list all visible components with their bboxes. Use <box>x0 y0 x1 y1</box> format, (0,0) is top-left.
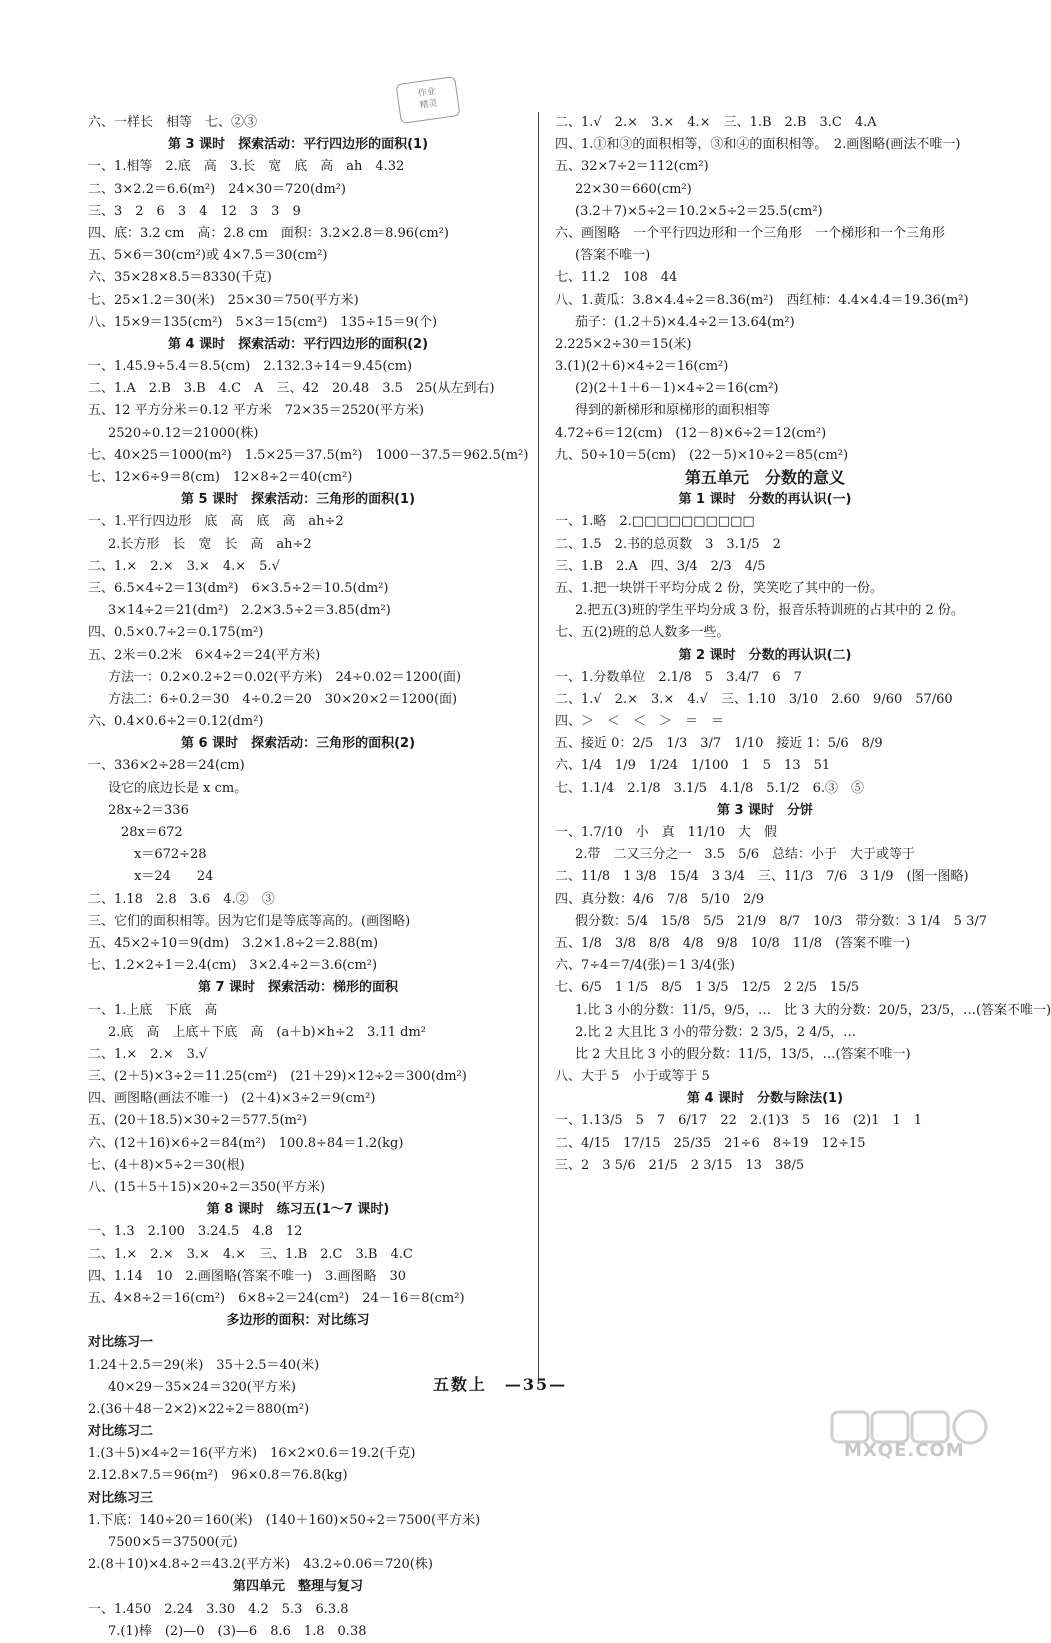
answer-line: 五、32×7÷2＝112(cm²) <box>555 159 709 175</box>
answer-line: 假分数：5/4 15/8 5/5 21/9 8/7 10/3 带分数：3 1/4 5 3/7 <box>575 913 987 929</box>
answer-line: 1.比 3 小的分数：11/5，9/5，… 比 3 大的分数：20/5，23/5，…(答案不唯一) <box>575 1002 1051 1018</box>
answer-line: 二、1.√ 2.× 3.× 4.√ 三、1.10 3/10 2.60 9/60 57/60 <box>555 691 953 707</box>
answer-line: 五、4×8÷2＝16(cm²) 6×8÷2＝24(cm²) 24－16＝8(cm²) <box>88 1290 465 1306</box>
answer-line: 六、画图略 一个平行四边形和一个三角形 一个梯形和一个三角形 <box>555 225 946 241</box>
answer-line: 方法二：6÷0.2＝30 4÷0.2＝20 30×20×2＝1200(面) <box>108 691 458 707</box>
answer-line: 三、6.5×4÷2＝13(dm²) 6×3.5÷2＝10.5(dm²) <box>88 580 389 596</box>
answer-line: 3×14÷2＝21(dm²) 2.2×3.5÷2＝3.85(dm²) <box>108 603 391 619</box>
answer-line: 茄子：(1.2＋5)×4.4÷2＝13.64(m²) <box>575 314 795 330</box>
answer-line: 2.把五(3)班的学生平均分成 3 份，报音乐特训班的占其中的 2 份。 <box>575 603 964 619</box>
section-heading: 第 3 课时 分饼 <box>716 802 814 818</box>
answer-line: 六、(12＋16)×6÷2＝84(m²) 100.8÷84＝1.2(kg) <box>88 1135 404 1151</box>
answer-line: 2.(36＋48－2×2)×22÷2＝880(m²) <box>88 1401 310 1417</box>
answer-line: x＝24 24 <box>108 869 214 885</box>
answer-line: 五、2米＝0.2米 6×4÷2＝24(平方米) <box>88 647 321 663</box>
answer-line: 1.24＋2.5＝29(米) 35＋2.5＝40(米) <box>88 1357 320 1373</box>
answer-line: 八、15×9＝135(cm²) 5×3＝15(cm²) 135÷15＝9(个) <box>88 314 438 330</box>
answer-line: 二、1.√ 2.× 3.× 4.× 三、1.B 2.B 3.C 4.A <box>555 115 877 130</box>
answer-line: 七、(4＋8)×5÷2＝30(根) <box>88 1157 245 1173</box>
answer-line: 七、6/5 1 1/5 8/5 1 3/5 12/5 2 2/5 15/5 <box>555 980 860 996</box>
answer-line: 八、大于 5 小于或等于 5 <box>555 1069 710 1085</box>
answer-line: 设它的底边长是 x cm。 <box>108 780 248 796</box>
answer-line: 2.长方形 长 宽 长 高 ah÷2 <box>108 536 312 552</box>
answer-line: 四、1.14 10 2.画图略(答案不唯一) 3.画图略 30 <box>88 1268 406 1284</box>
answer-line: 对比练习一 <box>88 1335 154 1351</box>
answer-line: 五、5×6＝30(cm²)或 4×7.5＝30(cm²) <box>88 248 328 264</box>
answer-line: 一、1.平行四边形 底 高 底 高 ah÷2 <box>88 514 344 530</box>
answer-line: 7500×5＝37500(元) <box>108 1535 238 1550</box>
answer-line: 二、1.× 2.× 3.× 4.× 三、1.B 2.C 3.B 4.C <box>88 1246 413 1262</box>
answer-line: 四、画图略(画法不唯一) (2＋4)×3÷2＝9(cm²) <box>88 1091 376 1107</box>
answer-line: 得到的新梯形和原梯形的面积相等 <box>575 403 771 419</box>
answer-line: 2.225×2÷30＝15(米) <box>555 336 692 352</box>
section-heading: 第 6 课时 探索活动：三角形的面积(2) <box>180 736 416 752</box>
section-heading: 第五单元 分数的意义 <box>684 468 845 487</box>
answer-line: 二、1.5 2.书的总页数 3 3.1/5 2 <box>555 536 781 552</box>
answer-line: 九、50÷10＝5(cm) (22－5)×10÷2＝85(cm²) <box>555 447 849 463</box>
watermark-text: MXQE.COM <box>844 1440 965 1461</box>
answer-line: (2)(2＋1＋6－1)×4÷2＝16(cm²) <box>575 381 779 397</box>
answer-line: 二、1.18 2.8 3.6 4.② ③ <box>88 891 275 907</box>
section-heading: 第 5 课时 探索活动：三角形的面积(1) <box>180 492 416 508</box>
answer-line: 对比练习二 <box>88 1424 154 1440</box>
section-heading: 第 4 课时 探索活动：平行四边形的面积(2) <box>167 336 429 352</box>
answer-line: (3.2＋7)×5÷2＝10.2×5÷2＝25.5(cm²) <box>575 203 823 219</box>
right-column <box>555 112 1051 1177</box>
answer-line: 五、1.把一块饼干平均分成 2 份，笑笑吃了其中的一份。 <box>555 580 883 596</box>
answer-line: (答案不唯一) <box>575 248 651 264</box>
answer-line: 比 2 大且比 3 小的假分数：11/5，13/5，…(答案不唯一) <box>575 1046 911 1062</box>
stamp-line-2: 精灵 <box>419 98 439 112</box>
answer-line: 五、接近 0：2/5 1/3 3/7 1/10 接近 1：5/6 8/9 <box>555 736 883 752</box>
answer-line: 七、12×6÷9＝8(cm) 12×8÷2＝40(cm²) <box>88 470 353 485</box>
answer-line: 一、1.相等 2.底 高 3.长 宽 底 高 ah 4.32 <box>88 159 405 175</box>
stamp-line-1: 作业 <box>417 86 437 100</box>
answer-line: 二、4/15 17/15 25/35 21÷6 8÷19 12÷15 <box>555 1135 866 1151</box>
answer-line: 五、(20＋18.5)×30÷2＝577.5(m²) <box>88 1113 308 1129</box>
answer-line: 28x÷2＝336 <box>108 802 189 818</box>
answer-line: 六、7÷4＝7/4(张)＝1 3/4(张) <box>555 958 735 974</box>
section-heading: 第 7 课时 探索活动：梯形的面积 <box>197 980 399 996</box>
left-column <box>88 112 529 1643</box>
answer-line: 四、真分数：4/6 7/8 5/10 2/9 <box>555 891 764 907</box>
answer-line: 五、45×2÷10＝9(dm) 3.2×1.8÷2＝2.88(m) <box>88 935 379 951</box>
answer-line: 3.(1)(2＋6)×4÷2＝16(cm²) <box>555 359 729 375</box>
answer-line: 一、1.13/5 5 7 6/17 22 2.(1)3 5 16 (2)1 1 1 <box>555 1113 923 1129</box>
answer-line: 八、(15＋5＋15)×20÷2＝350(平方米) <box>88 1180 326 1195</box>
answer-line: 三、3 2 6 3 4 12 3 3 9 <box>88 203 301 219</box>
answer-line: 七、五(2)班的总人数多一些。 <box>555 625 730 641</box>
answer-line: 六、0.4×0.6÷2＝0.12(dm²) <box>88 714 264 730</box>
answer-line: 一、1.3 2.100 3.24.5 4.8 12 <box>88 1224 303 1240</box>
answer-line: 7.(1)棒 (2)—0 (3)—6 8.6 1.8 0.38 <box>108 1623 367 1639</box>
answer-line: 七、1.2×2÷1＝2.4(cm) 3×2.4÷2＝3.6(cm²) <box>88 958 378 974</box>
answer-line: 三、(2＋5)×3÷2＝11.25(cm²) (21＋29)×12÷2＝300(dm²) <box>88 1069 467 1085</box>
answer-line: 二、1.× 2.× 3.√ <box>88 1046 208 1062</box>
answer-line: 一、1.45.9÷5.4＝8.5(cm) 2.132.3÷14＝9.45(cm) <box>88 359 413 375</box>
answer-line: 五、12 平方分米＝0.12 平方米 72×35＝2520(平方米) <box>88 403 424 419</box>
answer-line: 六、一样长 相等 七、②③ <box>88 115 258 130</box>
answer-line: 七、40×25＝1000(m²) 1.5×25＝37.5(m²) 1000－37.5＝962.5(m²) <box>88 447 529 463</box>
answer-line: 22×30＝660(cm²) <box>575 181 692 197</box>
answer-line: 一、1.7/10 小 真 11/10 大 假 <box>555 825 778 840</box>
answer-line: 四、0.5×0.7÷2＝0.175(m²) <box>88 625 264 641</box>
answer-line: 六、1/4 1/9 1/24 1/100 1 5 13 51 <box>555 758 831 774</box>
answer-line: 二、1.A 2.B 3.B 4.C A 三、42 20.48 3.5 25(从左到右) <box>88 381 495 397</box>
answer-line: 一、336×2÷28＝24(cm) <box>88 758 245 774</box>
answer-line: 八、1.黄瓜：3.8×4.4÷2＝8.36(m²) 西红柿：4.4×4.4＝19.36(m²) <box>555 292 969 308</box>
answer-line: 三、它们的面积相等。因为它们是等底等高的。(画图略) <box>88 913 411 929</box>
section-heading: 第 8 课时 练习五(1～7 课时) <box>206 1202 390 1218</box>
answer-line: 方法一：0.2×0.2÷2＝0.02(平方米) 24÷0.02＝1200(面) <box>108 669 462 685</box>
section-heading: 多边形的面积：对比练习 <box>226 1313 370 1329</box>
answer-line: 28x＝672 <box>108 825 183 840</box>
answer-line: 2.比 2 大且比 3 小的带分数：2 3/5，2 4/5，… <box>575 1024 857 1040</box>
answer-line: 1.(3＋5)×4÷2＝16(平方米) 16×2×0.6＝19.2(千克) <box>88 1446 416 1462</box>
answer-line: 2.底 高 上底＋下底 高 (a＋b)×h÷2 3.11 dm² <box>108 1024 426 1040</box>
answer-line: 二、3×2.2＝6.6(m²) 24×30＝720(dm²) <box>88 181 346 197</box>
section-heading: 第 1 课时 分数的再认识(一) <box>678 492 852 508</box>
answer-line: 一、1.上底 下底 高 <box>88 1002 218 1018</box>
answer-line: 对比练习三 <box>88 1490 154 1506</box>
answer-line: 三、2 3 5/6 21/5 2 3/15 13 38/5 <box>555 1157 805 1173</box>
column-divider <box>538 112 539 1382</box>
answer-line: x＝672÷28 <box>108 847 207 863</box>
answer-line: 三、1.B 2.A 四、3/4 2/3 4/5 <box>555 558 766 574</box>
answer-line: 七、11.2 108 44 <box>555 270 678 286</box>
answer-line: 40×29－35×24＝320(平方米) <box>108 1379 296 1395</box>
answer-line: 一、1.450 2.24 3.30 4.2 5.3 6.3.8 <box>88 1601 349 1617</box>
section-heading: 第 4 课时 分数与除法(1) <box>686 1091 844 1107</box>
section-heading: 第 2 课时 分数的再认识(二) <box>678 647 852 663</box>
page-footer: 五数上 —35— <box>432 1375 568 1394</box>
section-heading: 第四单元 整理与复习 <box>232 1579 363 1595</box>
answer-line: 2.(8＋10)×4.8÷2＝43.2(平方米) 43.2÷0.06＝720(株) <box>88 1557 433 1573</box>
answer-line: 五、1/8 3/8 8/8 4/8 9/8 10/8 11/8 (答案不唯一) <box>555 935 911 951</box>
answer-line: 七、25×1.2＝30(米) 25×30＝750(平方米) <box>88 292 359 308</box>
answer-line: 2520÷0.12＝21000(株) <box>108 425 259 441</box>
answer-line: 二、11/8 1 3/8 15/4 3 3/4 三、11/3 7/6 3 1/9 (图一图略) <box>555 869 969 885</box>
answer-line: 1.下底：140÷20＝160(米) (140＋160)×50÷2＝7500(平方米) <box>88 1512 481 1528</box>
answer-line: 四、底：3.2 cm 高：2.8 cm 面积：3.2×2.8＝8.96(cm²) <box>88 225 449 241</box>
answer-line: 4.72÷6＝12(cm) (12－8)×6÷2＝12(cm²) <box>555 425 827 441</box>
answer-line: 一、1.略 2.□□□□□□□□□□ <box>555 514 755 530</box>
section-heading: 第 3 课时 探索活动：平行四边形的面积(1) <box>167 137 429 153</box>
answer-line: 二、1.× 2.× 3.× 4.× 5.√ <box>88 558 280 574</box>
answer-line: 七、1.1/4 2.1/8 3.1/5 4.1/8 5.1/2 6.③ ⑤ <box>555 780 865 796</box>
answer-line: 2.带 二又三分之一 3.5 5/6 总结：小于 大于或等于 <box>575 847 915 863</box>
answer-line: 2.12.8×7.5＝96(m²) 96×0.8＝76.8(kg) <box>88 1468 348 1484</box>
answer-line: 四、＞ ＜ ＜ ＞ ＝ ＝ <box>555 714 725 730</box>
answer-line: 四、1.①和③的面积相等，③和④的面积相等。 2.画图略(画法不唯一) <box>555 137 961 153</box>
answer-line: 一、1.分数单位 2.1/8 5 3.4/7 6 7 <box>555 669 802 685</box>
answer-line: 六、35×28×8.5＝8330(千克) <box>88 270 272 286</box>
